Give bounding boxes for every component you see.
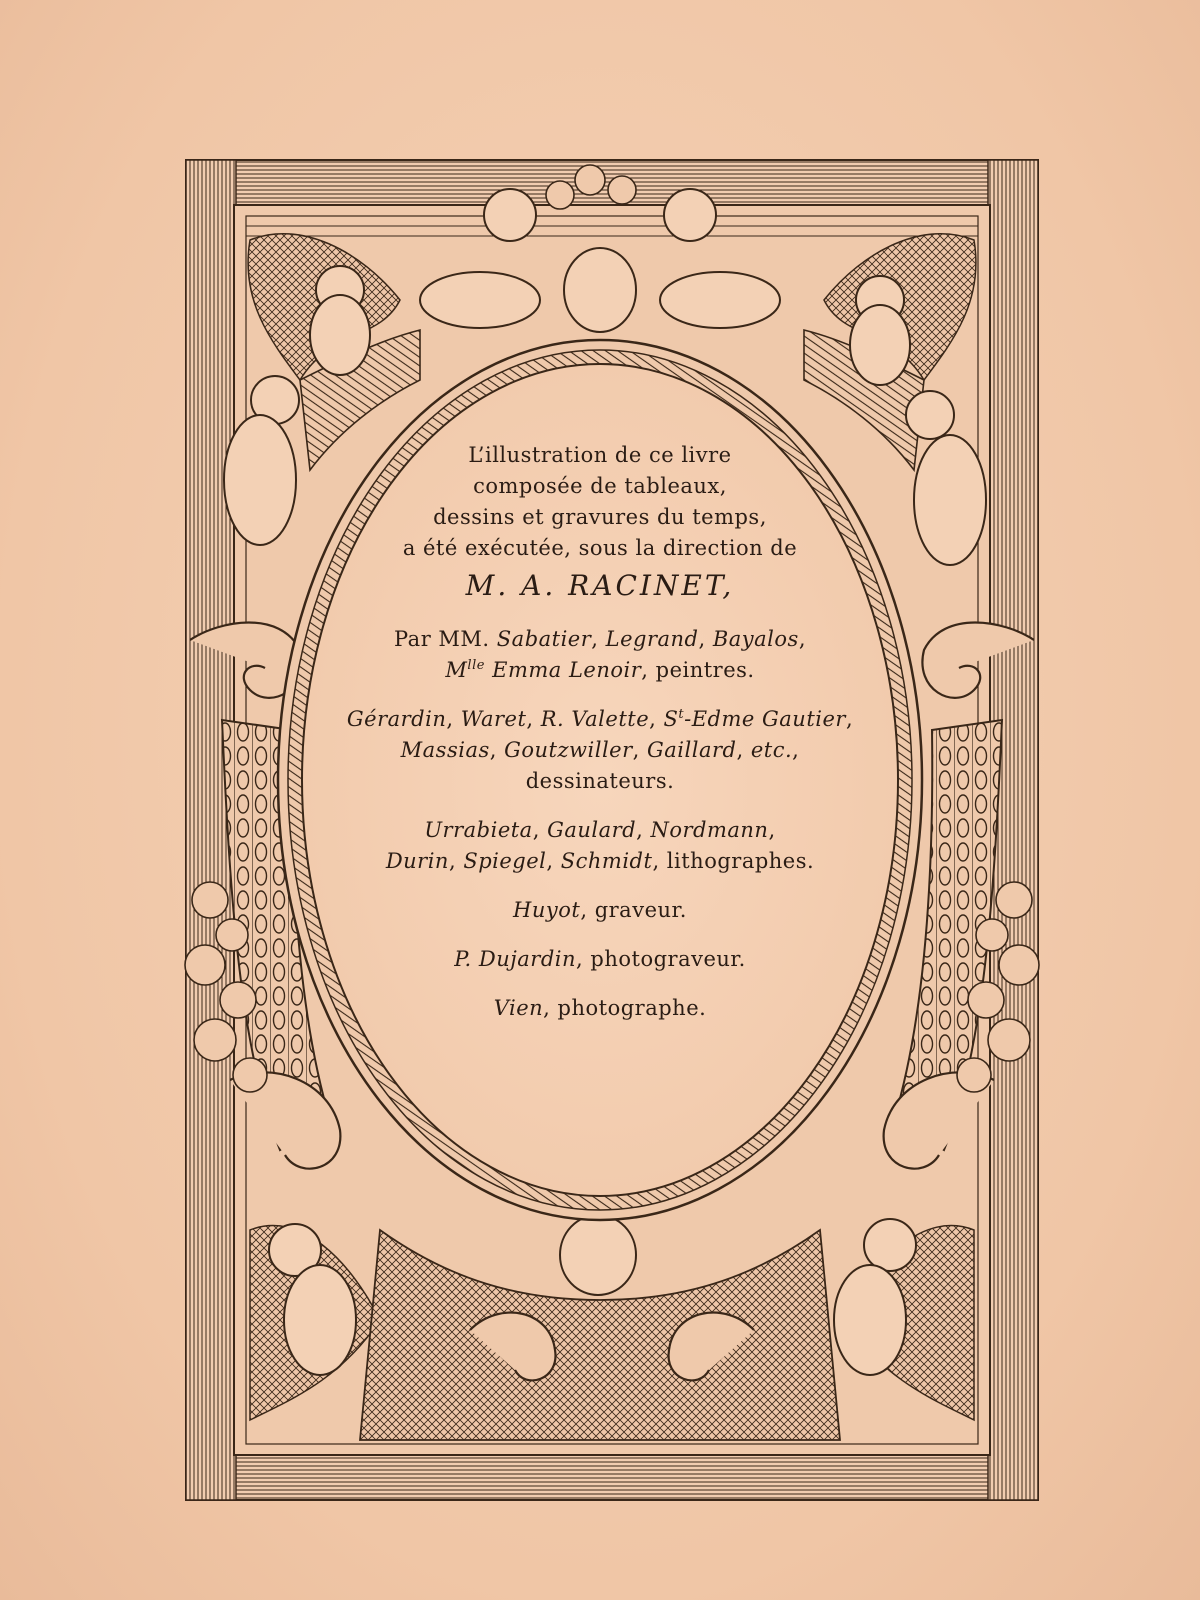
engraver-name: Huyot [513,898,581,922]
painter-name: Sabatier [496,627,592,651]
lithographer-name: Durin [385,849,449,873]
intro-line-4: a été exécutée, sous la direction de [402,536,798,560]
draftsmen-role: dessinateurs. [525,769,675,793]
engraver-role: graveur. [594,898,687,922]
painter-name: Legrand [605,627,699,651]
painters-prefix: Par MM. [393,627,490,651]
painters-line-1: Par MM. Sabatier, Legrand, Bayalos, [393,627,807,651]
draftsman-name: Gaillard [647,738,737,762]
painters-role: peintres. [655,658,755,682]
painters-line-2: $M^{lle}$ Emma Lenoir, peintres. [445,658,755,682]
credits-text [320,440,880,1024]
lithographer-name: Schmidt [560,849,653,873]
lithographers-line-2: Durin, Spiegel, Schmidt, lithographes. [385,849,815,873]
director-name: M. A. RACINET, [465,569,735,602]
intro-line-2: composée de tableaux, [473,474,727,498]
draftsman-etc: etc. [750,738,793,762]
painter-name: Emma Lenoir [492,658,642,682]
draftsman-name: Massias [400,738,490,762]
photographer-line: Vien, photographe. [493,996,707,1020]
lithographer-name: Urrabieta [424,818,533,842]
draftsman-name: Gérardin [346,707,447,731]
photoengraver-line: P. Dujardin, photograveur. [454,947,746,971]
photoengraver-name: P. Dujardin [454,947,577,971]
intro-line-3: dessins et gravures du temps, [433,505,767,529]
photographer-name: Vien [493,996,544,1020]
draftsmen-line-2: Massias, Goutzwiller, Gaillard, etc., [400,738,800,762]
lithographers-line-1: Urrabieta, Gaulard, Nordmann, [424,818,776,842]
mlle-abbrev: $M^{lle}$ [445,658,485,682]
draftsmen-line-1: Gérardin, Waret, R. Valette, $S^t$-Edme Gautier, [346,707,854,731]
intro-line-1: L’illustration de ce livre [468,443,732,467]
lithographer-name: Nordmann [650,818,769,842]
engraver-line: Huyot, graveur. [513,898,687,922]
lithographer-name: Spiegel [463,849,547,873]
photographer-role: photographe. [557,996,707,1020]
lithographer-name: Gaulard [547,818,637,842]
draftsman-name: $S^t$-Edme Gautier [663,707,846,731]
draftsman-name: Goutzwiller [504,738,633,762]
photoengraver-role: photograveur. [590,947,746,971]
draftsman-name: R. Valette [540,707,650,731]
lithographers-role: lithographes. [666,849,815,873]
painter-name: Bayalos [712,627,799,651]
draftsman-name: Waret [460,707,527,731]
